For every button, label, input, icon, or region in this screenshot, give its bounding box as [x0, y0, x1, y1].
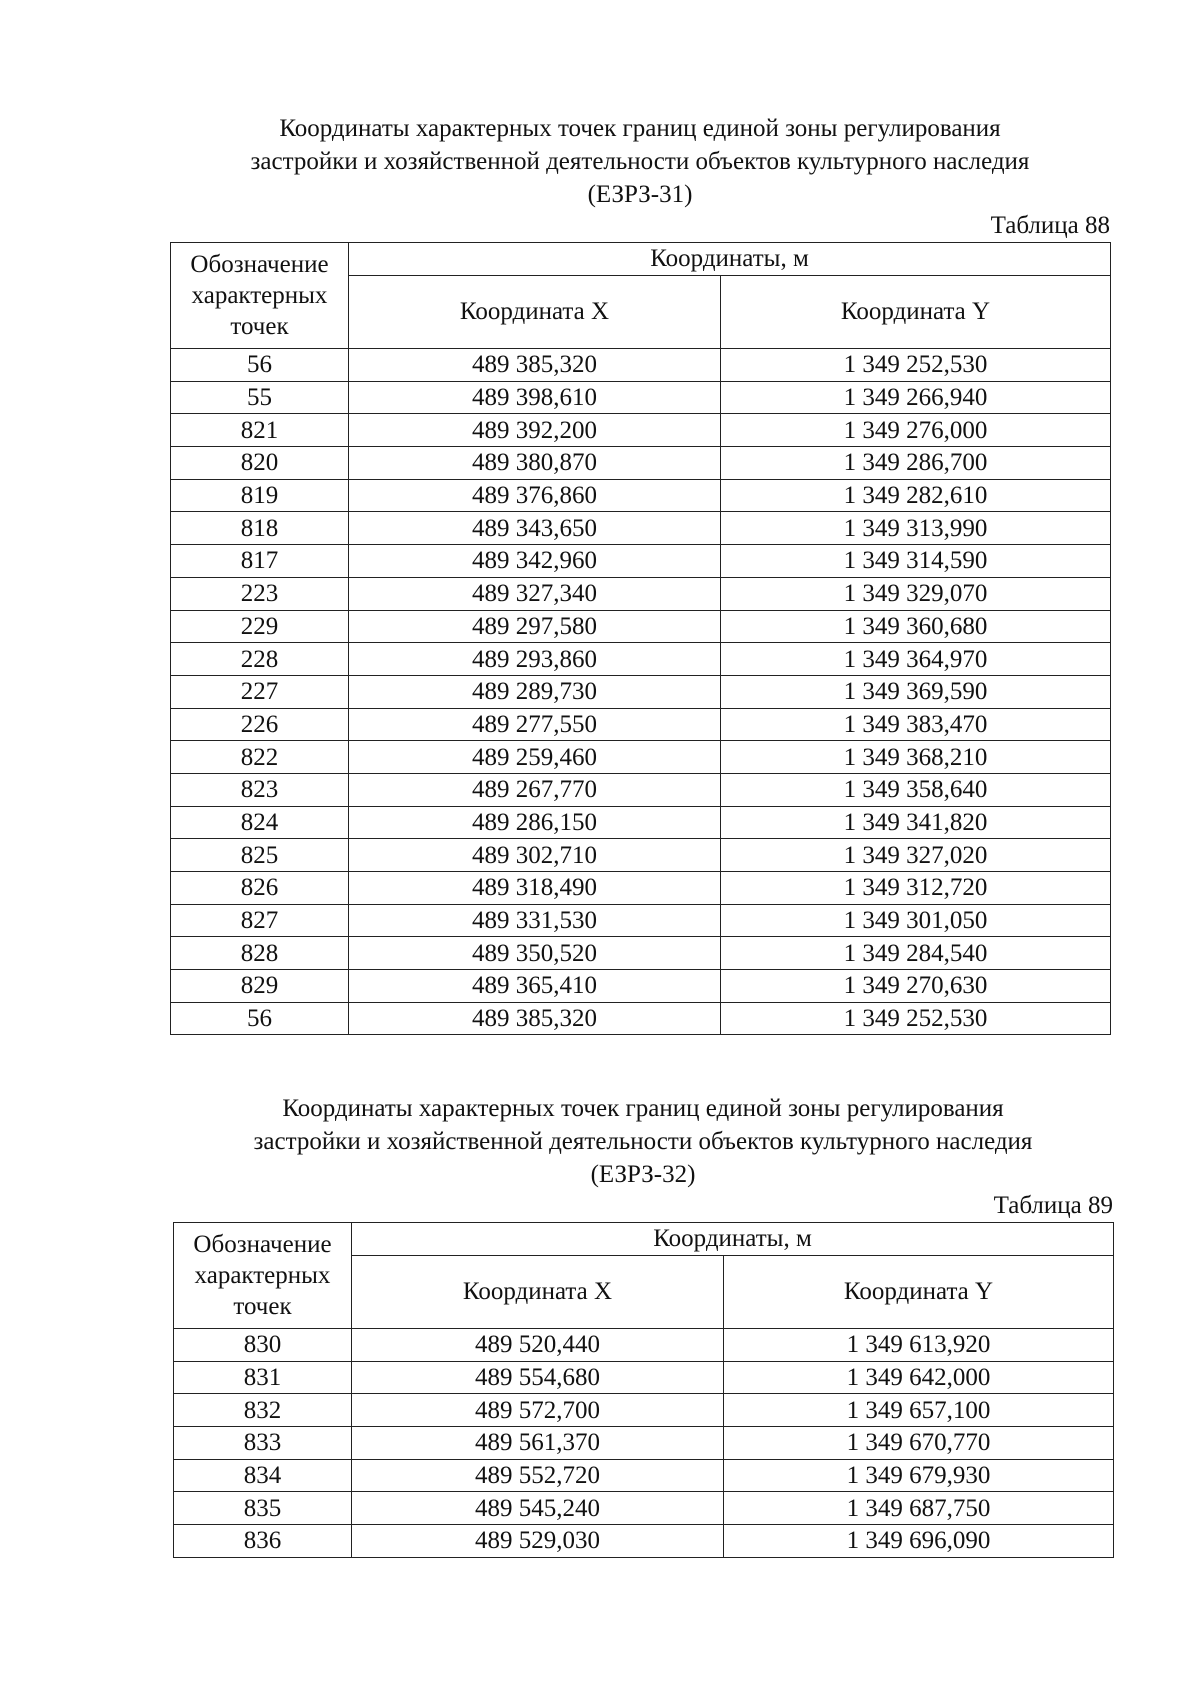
table-row	[174, 1394, 1114, 1427]
cell-coordinate-y: 1 349 313,990	[721, 512, 1111, 545]
cell-coordinate-y: 1 349 657,100	[724, 1394, 1114, 1427]
table-row	[174, 1427, 1114, 1460]
cell-coordinate-y: 1 349 286,700	[721, 447, 1111, 480]
header-point-designation: Обозначение характерных точек	[171, 243, 349, 349]
cell-point: 831	[174, 1361, 352, 1394]
cell-point: 56	[171, 1002, 349, 1035]
cell-point: 223	[171, 577, 349, 610]
cell-point: 827	[171, 904, 349, 937]
cell-coordinate-x: 489 520,440	[352, 1329, 724, 1362]
table-body	[174, 1329, 1114, 1558]
coordinates-table	[170, 242, 1111, 1035]
table-row	[171, 577, 1111, 610]
header-coordinates: Координаты, м	[349, 243, 1111, 276]
cell-point: 56	[171, 349, 349, 382]
table-row	[171, 610, 1111, 643]
cell-coordinate-y: 1 349 696,090	[724, 1525, 1114, 1558]
cell-point: 830	[174, 1329, 352, 1362]
table-row	[171, 545, 1111, 578]
table-label: Таблица 89	[993, 1192, 1113, 1219]
cell-coordinate-y: 1 349 301,050	[721, 904, 1111, 937]
title-line: застройки и хозяйственной деятельности объектов культурного наследия	[253, 1128, 1033, 1155]
cell-coordinate-x: 489 350,520	[349, 937, 721, 970]
cell-coordinate-x: 489 302,710	[349, 839, 721, 872]
cell-point: 829	[171, 970, 349, 1003]
table-row	[171, 479, 1111, 512]
section-ezrz-32	[173, 1092, 1113, 1558]
table-row	[174, 1361, 1114, 1394]
cell-point: 836	[174, 1525, 352, 1558]
cell-coordinate-x: 489 286,150	[349, 806, 721, 839]
title-line: (ЕЗРЗ-31)	[587, 181, 693, 208]
cell-coordinate-y: 1 349 383,470	[721, 708, 1111, 741]
header-point-designation: Обозначение характерных точек	[174, 1223, 352, 1329]
cell-point: 832	[174, 1394, 352, 1427]
cell-coordinate-y: 1 349 360,680	[721, 610, 1111, 643]
cell-coordinate-x: 489 385,320	[349, 1002, 721, 1035]
cell-point: 227	[171, 675, 349, 708]
table-row	[171, 773, 1111, 806]
cell-point: 228	[171, 643, 349, 676]
cell-point: 826	[171, 872, 349, 905]
cell-coordinate-x: 489 552,720	[352, 1459, 724, 1492]
table-row	[171, 904, 1111, 937]
table-row	[174, 1329, 1114, 1362]
cell-coordinate-x: 489 529,030	[352, 1525, 724, 1558]
cell-point: 824	[171, 806, 349, 839]
cell-coordinate-x: 489 554,680	[352, 1361, 724, 1394]
cell-point: 821	[171, 414, 349, 447]
cell-coordinate-x: 489 561,370	[352, 1427, 724, 1460]
cell-coordinate-y: 1 349 358,640	[721, 773, 1111, 806]
cell-coordinate-y: 1 349 329,070	[721, 577, 1111, 610]
coordinates-table	[173, 1222, 1114, 1558]
cell-coordinate-y: 1 349 252,530	[721, 1002, 1111, 1035]
cell-coordinate-x: 489 267,770	[349, 773, 721, 806]
cell-coordinate-y: 1 349 642,000	[724, 1361, 1114, 1394]
table-row	[171, 872, 1111, 905]
cell-coordinate-x: 489 331,530	[349, 904, 721, 937]
table-row	[171, 806, 1111, 839]
section-title	[170, 112, 1110, 211]
table-row	[171, 937, 1111, 970]
cell-coordinate-x: 489 327,340	[349, 577, 721, 610]
cell-coordinate-x: 489 293,860	[349, 643, 721, 676]
cell-point: 834	[174, 1459, 352, 1492]
cell-coordinate-x: 489 376,860	[349, 479, 721, 512]
cell-coordinate-y: 1 349 282,610	[721, 479, 1111, 512]
header-coordinate-y: Координата Y	[721, 276, 1111, 349]
cell-coordinate-x: 489 342,960	[349, 545, 721, 578]
cell-point: 226	[171, 708, 349, 741]
cell-coordinate-y: 1 349 314,590	[721, 545, 1111, 578]
header-coordinate-x: Координата X	[352, 1256, 724, 1329]
cell-coordinate-x: 489 318,490	[349, 872, 721, 905]
cell-coordinate-y: 1 349 613,920	[724, 1329, 1114, 1362]
table-row	[171, 839, 1111, 872]
title-line: Координаты характерных точек границ единой зоны регулирования	[279, 115, 1001, 142]
cell-point: 229	[171, 610, 349, 643]
cell-coordinate-x: 489 297,580	[349, 610, 721, 643]
cell-point: 818	[171, 512, 349, 545]
cell-coordinate-x: 489 277,550	[349, 708, 721, 741]
cell-coordinate-y: 1 349 270,630	[721, 970, 1111, 1003]
table-row	[171, 349, 1111, 382]
table-row	[171, 512, 1111, 545]
cell-coordinate-y: 1 349 312,720	[721, 872, 1111, 905]
table-row	[174, 1525, 1114, 1558]
cell-coordinate-y: 1 349 687,750	[724, 1492, 1114, 1525]
table-row	[171, 741, 1111, 774]
header-coordinates: Координаты, м	[352, 1223, 1114, 1256]
table-row	[171, 675, 1111, 708]
title-line: застройки и хозяйственной деятельности объектов культурного наследия	[250, 148, 1030, 175]
cell-coordinate-y: 1 349 266,940	[721, 381, 1111, 414]
cell-coordinate-x: 489 385,320	[349, 349, 721, 382]
table-row	[171, 381, 1111, 414]
cell-coordinate-y: 1 349 327,020	[721, 839, 1111, 872]
cell-coordinate-y: 1 349 368,210	[721, 741, 1111, 774]
title-line: (ЕЗРЗ-32)	[590, 1161, 696, 1188]
cell-point: 55	[171, 381, 349, 414]
cell-point: 833	[174, 1427, 352, 1460]
table-row	[171, 414, 1111, 447]
cell-coordinate-y: 1 349 252,530	[721, 349, 1111, 382]
cell-point: 823	[171, 773, 349, 806]
cell-coordinate-x: 489 380,870	[349, 447, 721, 480]
cell-coordinate-x: 489 572,700	[352, 1394, 724, 1427]
table-row	[171, 447, 1111, 480]
table-body	[171, 349, 1111, 1035]
table-label: Таблица 88	[990, 212, 1110, 239]
cell-coordinate-x: 489 365,410	[349, 970, 721, 1003]
table-row	[171, 643, 1111, 676]
cell-coordinate-y: 1 349 364,970	[721, 643, 1111, 676]
cell-point: 817	[171, 545, 349, 578]
cell-coordinate-x: 489 343,650	[349, 512, 721, 545]
header-coordinate-y: Координата Y	[724, 1256, 1114, 1329]
table-row	[174, 1459, 1114, 1492]
cell-coordinate-x: 489 259,460	[349, 741, 721, 774]
section-ezrz-31	[170, 112, 1110, 1035]
cell-point: 820	[171, 447, 349, 480]
cell-coordinate-x: 489 398,610	[349, 381, 721, 414]
header-coordinate-x: Координата X	[349, 276, 721, 349]
table-row	[171, 708, 1111, 741]
table-row	[174, 1492, 1114, 1525]
cell-coordinate-y: 1 349 276,000	[721, 414, 1111, 447]
cell-coordinate-y: 1 349 670,770	[724, 1427, 1114, 1460]
cell-point: 819	[171, 479, 349, 512]
table-row	[171, 970, 1111, 1003]
cell-coordinate-y: 1 349 284,540	[721, 937, 1111, 970]
cell-point: 825	[171, 839, 349, 872]
cell-coordinate-y: 1 349 369,590	[721, 675, 1111, 708]
cell-coordinate-y: 1 349 341,820	[721, 806, 1111, 839]
section-title	[173, 1092, 1113, 1191]
cell-coordinate-x: 489 392,200	[349, 414, 721, 447]
cell-coordinate-x: 489 545,240	[352, 1492, 724, 1525]
table-row	[171, 1002, 1111, 1035]
cell-point: 835	[174, 1492, 352, 1525]
cell-coordinate-y: 1 349 679,930	[724, 1459, 1114, 1492]
cell-coordinate-x: 489 289,730	[349, 675, 721, 708]
title-line: Координаты характерных точек границ единой зоны регулирования	[282, 1095, 1004, 1122]
cell-point: 828	[171, 937, 349, 970]
cell-point: 822	[171, 741, 349, 774]
